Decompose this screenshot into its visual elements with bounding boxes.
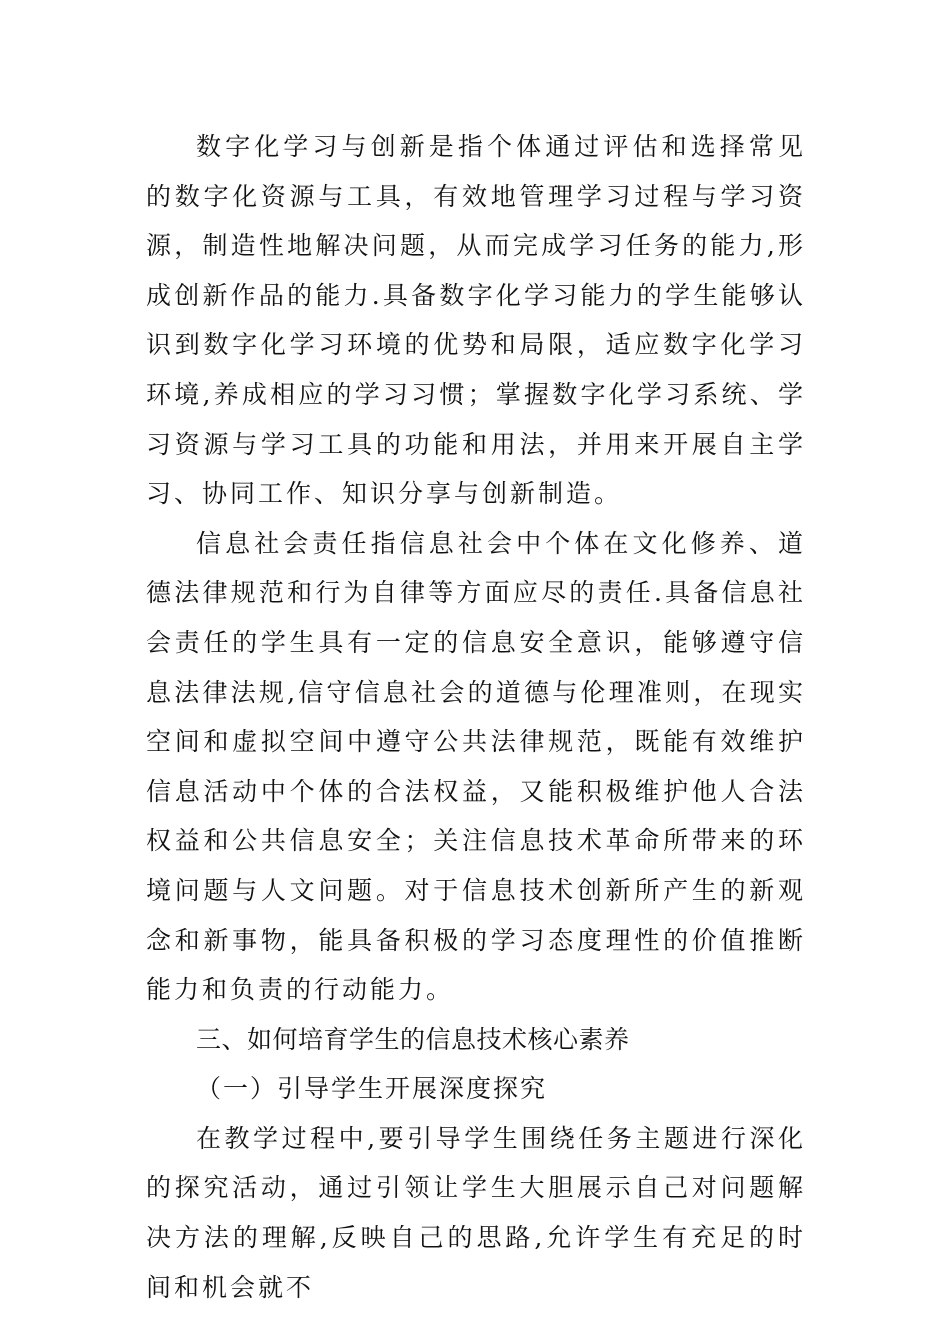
section-heading: 三、如何培育学生的信息技术核心素养 xyxy=(196,1024,630,1054)
document-body xyxy=(146,122,806,1312)
paragraph-social-responsibility: 信息社会责任指信息社会中个体在文化修养、道德法律规范和行为自律等方面应尽的责任.具备信息社会责任的学生具有一定的信息安全意识，能够遵守信息法律法规,信守信息社会的道德与伦理准则，在现实空间和虚拟空间中遵守公共法律规范，既能有效维护信息活动中个体的合法权益，又能积极维护他人合法权益和公共信息安全；关注信息技术革命所带来的环境问题与人文问题。对于信息技术创新所产生的新观念和新事物，能具备积极的学习态度理性的价值推断能力和负责的行动能力。 xyxy=(146,528,806,1005)
paragraph-digital-learning: 数字化学习与创新是指个体通过评估和选择常见的数字化资源与工具，有效地管理学习过程与学习资源，制造性地解决问题，从而完成学习任务的能力,形成创新作品的能力.具备数字化学习能力的学生能够认识到数字化学习环境的优势和局限，适应数字化学习环境,养成相应的学习习惯；掌握数字化学习系统、学习资源与学习工具的功能和用法，并用来开展自主学习、协同工作、知识分享与创新制造。 xyxy=(146,132,806,509)
subsection-heading: （一）引导学生开展深度探究 xyxy=(196,1074,548,1104)
paragraph-deep-inquiry: 在教学过程中,要引导学生围绕任务主题进行深化的探究活动，通过引领让学生大胆展示自己对问题解决方法的理解,反映自己的思路,允许学生有充足的时间和机会就不 xyxy=(146,1123,806,1302)
